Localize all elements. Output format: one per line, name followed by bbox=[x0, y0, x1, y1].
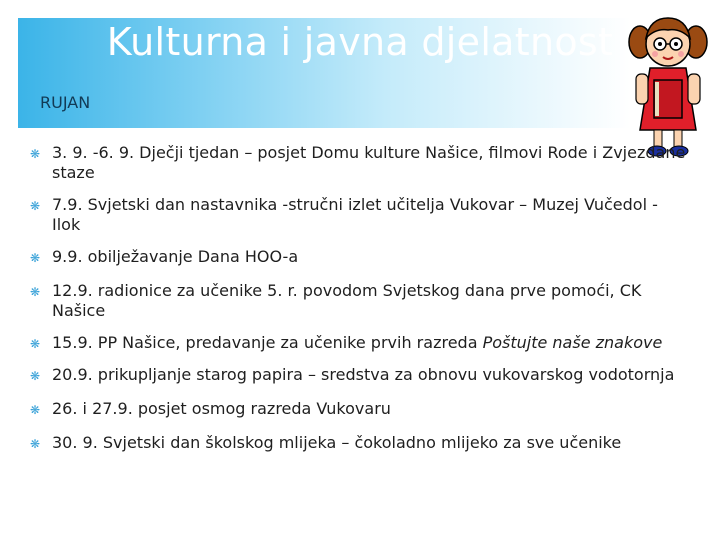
item-text: 30. 9. Svjetski dan školskog mlijeka – čokoladno mlijeko za sve učenike bbox=[52, 433, 622, 452]
item-text: 12.9. radionice za učenike 5. r. povodom Svjetskog dana prve pomoći, CK Našice bbox=[52, 281, 642, 320]
bullet-icon: ❋ bbox=[30, 369, 41, 383]
list-item bbox=[30, 143, 690, 183]
item-text: 9.9. obilježavanje Dana HOO-a bbox=[52, 247, 299, 266]
list-item bbox=[30, 247, 690, 267]
bullet-icon: ❋ bbox=[30, 251, 41, 265]
list-item bbox=[30, 281, 690, 321]
list-item bbox=[30, 433, 690, 453]
bullet-icon: ❋ bbox=[30, 437, 41, 451]
bullet-icon: ❋ bbox=[30, 403, 41, 417]
item-text: 7.9. Svjetski dan nastavnika -stručni izlet učitelja Vukovar – Muzej Vučedol - Ilok bbox=[52, 195, 658, 234]
bullet-icon: ❋ bbox=[30, 147, 41, 161]
slide-title: Kulturna i javna djelatnost bbox=[106, 20, 614, 64]
schoolgirl-clipart bbox=[620, 10, 716, 160]
list-item bbox=[30, 365, 690, 385]
item-text: 26. i 27.9. posjet osmog razreda Vukovaru bbox=[52, 399, 391, 418]
list-item bbox=[30, 195, 690, 235]
item-text: 20.9. prikupljanje starog papira – sredstva za obnovu vukovarskog vodotornja bbox=[52, 365, 675, 384]
bullet-icon: ❋ bbox=[30, 199, 41, 213]
list-item bbox=[30, 333, 690, 353]
item-emphasis: Poštujte naše znakove bbox=[482, 333, 663, 352]
item-text: 3. 9. -6. 9. Dječji tjedan – posjet Domu kulture Našice, filmovi Rode i Zvjezdane staze bbox=[52, 143, 686, 182]
event-list bbox=[30, 143, 690, 453]
bullet-icon: ❋ bbox=[30, 285, 41, 299]
bullet-icon: ❋ bbox=[30, 337, 41, 351]
list-item bbox=[30, 399, 690, 419]
item-text: 15.9. PP Našice, predavanje za učenike prvih razreda bbox=[52, 333, 483, 352]
month-subheading: RUJAN bbox=[40, 93, 91, 112]
